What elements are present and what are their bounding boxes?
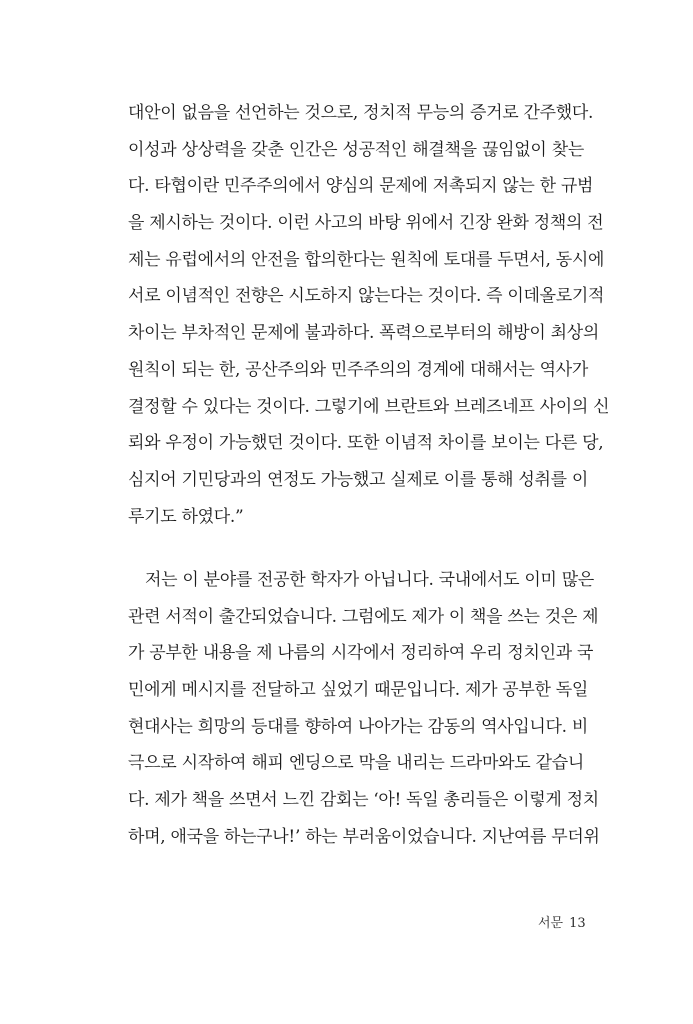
text-line: 뢰와 우정이 가능했던 것이다. 또한 이념적 차이를 보이는 다른 당, — [128, 433, 604, 454]
paragraph-quote-continuation — [128, 95, 610, 535]
section-title: 서문 — [538, 916, 564, 931]
text-line: 원칙이 되는 한, 공산주의와 민주주의의 경계에 대해서는 역사가 — [128, 359, 589, 380]
text-line: 결정할 수 있다는 것이다. 그렇기에 브란트와 브레즈네프 사이의 신 — [128, 396, 610, 417]
text-line-last: 루기도 하였다.” — [128, 506, 244, 527]
text-line: 이성과 상상력을 갖춘 인간은 성공적인 해결책을 끊임없이 찾는 — [128, 139, 584, 160]
text-line: 다. 타협이란 민주주의에서 양심의 문제에 저촉되지 않는 한 규범 — [128, 176, 594, 197]
text-line: 서로 이념적인 전향은 시도하지 않는다는 것이다. 즉 이데올로기적 — [128, 286, 605, 307]
text-line: 하며, 애국을 하는구나!’ 하는 부러움이었습니다. 지난여름 무더위 — [128, 826, 600, 847]
text-line-indented: 저는 이 분야를 전공한 학자가 아닙니다. 국내에서도 이미 많은 — [145, 570, 594, 590]
page-footer — [538, 914, 588, 934]
text-line: 가 공부한 내용을 제 나름의 시각에서 정리하여 우리 정치인과 국 — [128, 643, 594, 664]
text-line: 차이는 부차적인 문제에 불과하다. 폭력으로부터의 해방이 최상의 — [128, 323, 600, 344]
text-line: 제는 유럽에서의 안전을 합의한다는 원칙에 토대를 두면서, 동시에 — [128, 249, 605, 270]
text-line: 다. 제가 책을 쓰면서 느낀 감회는 ‘아! 독일 총리들은 이렇게 정치 — [128, 790, 599, 811]
text-line: 극으로 시작하여 해피 엔딩으로 막을 내리는 드라마와도 같습니 — [128, 753, 584, 774]
text-line: 을 제시하는 것이다. 이런 사고의 바탕 위에서 긴장 완화 정책의 전 — [128, 213, 604, 234]
text-line: 대안이 없음을 선언하는 것으로, 정치적 무능의 증거로 간주했다. — [128, 103, 594, 123]
text-line: 민에게 메시지를 전달하고 싶었기 때문입니다. 제가 공부한 독일 — [128, 680, 589, 701]
text-line: 현대사는 희망의 등대를 향하여 나아가는 감동의 역사입니다. 비 — [128, 716, 589, 737]
paragraph-author-note — [128, 562, 600, 856]
page-number: 13 — [569, 916, 586, 931]
text-line: 관련 서적이 출간되었습니다. 그럼에도 제가 이 책을 쓰는 것은 제 — [128, 606, 599, 627]
text-line: 심지어 기민당과의 연정도 가능했고 실제로 이를 통해 성취를 이 — [128, 469, 589, 490]
